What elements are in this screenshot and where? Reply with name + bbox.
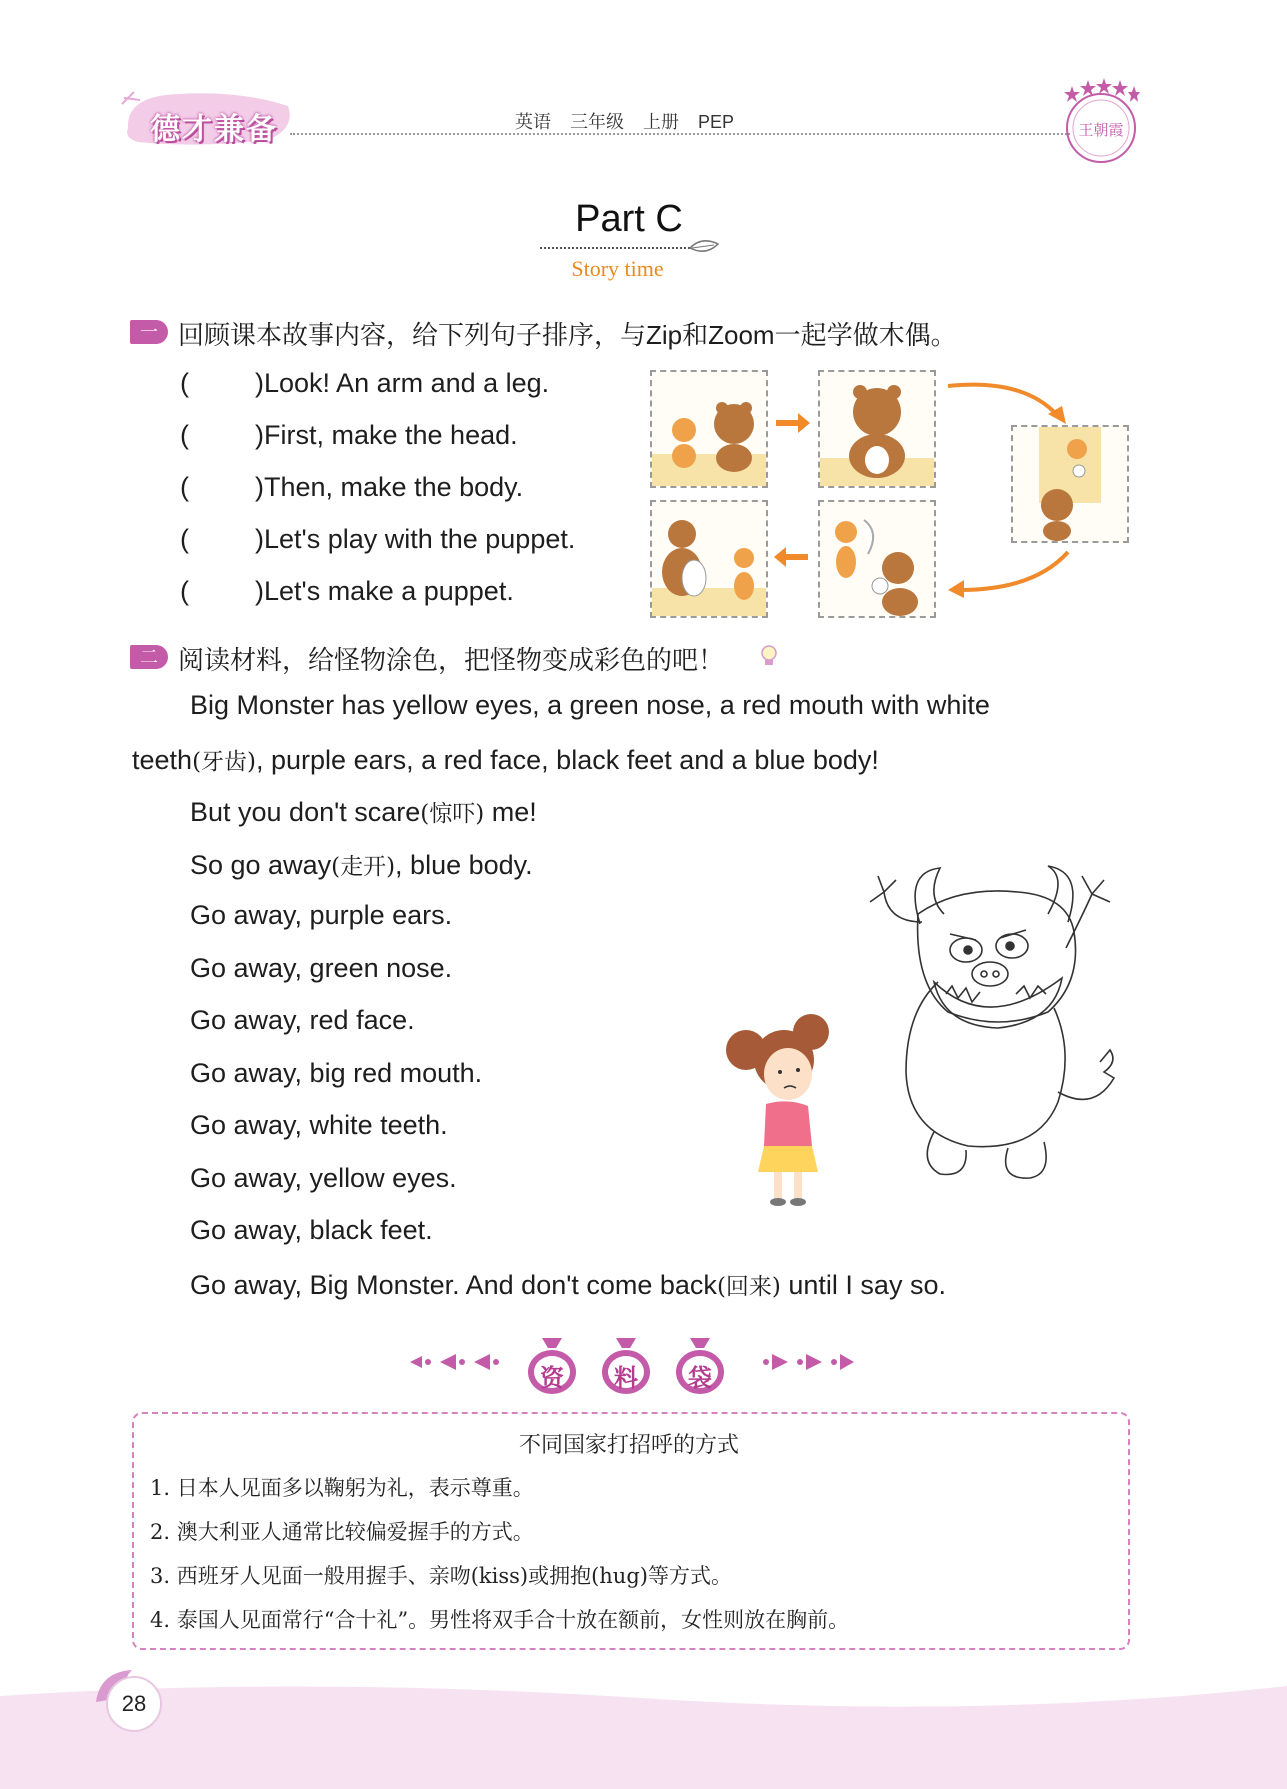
- paragraph-line: Big Monster has yellow eyes, a green nose, a red mouth with white: [190, 690, 990, 720]
- story-picture-4: [650, 500, 768, 618]
- subtitle: Story time: [571, 256, 664, 281]
- text: until I say so.: [780, 1270, 946, 1300]
- sentence: Let's play with the puppet.: [264, 524, 576, 554]
- paragraph-line: [190, 795, 537, 828]
- text: Go away, Big Monster. And don't come back: [190, 1270, 717, 1300]
- bag-label: 料: [614, 1365, 638, 1392]
- fish-decoration-right: [748, 1350, 858, 1374]
- info-item: 4. 泰国人见面常行“合十礼”。男性将双手合十放在额前，女性则放在胸前。: [150, 1608, 850, 1632]
- answer-paren-open: (: [180, 524, 189, 554]
- arrow-right-icon: [772, 410, 812, 436]
- answer-paren-close: ): [255, 368, 264, 398]
- paragraph-line: Go away, white teeth.: [190, 1110, 448, 1140]
- arrow-left-icon: [772, 544, 812, 570]
- chinese-gloss: (走开): [331, 854, 396, 880]
- section-number-1: 一: [130, 320, 168, 344]
- bag-label: 资: [540, 1365, 564, 1392]
- answer-paren-close: ): [255, 524, 264, 554]
- info-title: 不同国家打招呼的方式: [518, 1432, 739, 1457]
- part-title: Part C: [575, 198, 683, 240]
- answer-paren-open: (: [180, 576, 189, 606]
- list-item: [180, 472, 523, 503]
- sentence: Look! An arm and a leg.: [264, 368, 550, 398]
- text: But you don't scare: [190, 797, 421, 827]
- fish-decoration-left: [404, 1350, 514, 1374]
- list-item: [180, 524, 575, 555]
- section-2-title: 阅读材料，给怪物涂色，把怪物变成彩色的吧！: [178, 645, 725, 675]
- text: So go away: [190, 850, 332, 880]
- chinese-gloss: (惊吓): [420, 801, 485, 827]
- info-item: 2. 澳大利亚人通常比较偏爱握手的方式。: [150, 1520, 534, 1544]
- answer-paren-open: (: [180, 420, 189, 450]
- answer-paren-close: ): [255, 472, 264, 502]
- text: teeth: [132, 745, 193, 775]
- answer-paren-close: ): [255, 576, 264, 606]
- sentence: Then, make the body.: [264, 472, 524, 502]
- title-underline: [540, 247, 690, 249]
- paragraph-line: Go away, yellow eyes.: [190, 1163, 457, 1193]
- answer-paren-close: ): [255, 420, 264, 450]
- answer-paren-open: (: [180, 368, 189, 398]
- paragraph-line: [190, 1268, 946, 1301]
- paragraph-line: Go away, green nose.: [190, 953, 453, 983]
- paragraph-line: [132, 743, 879, 776]
- info-item: 3. 西班牙人见面一般用握手、亲吻(kiss)或拥抱(hug)等方式。: [150, 1564, 732, 1588]
- curved-arrow-icon: [944, 548, 1072, 598]
- paragraph-line: Go away, black feet.: [190, 1215, 433, 1245]
- paragraph-line: Go away, big red mouth.: [190, 1058, 483, 1088]
- list-item: [180, 420, 518, 451]
- section-1-title: 回顾课本故事内容，给下列句子排序，与Zip和Zoom一起学做木偶。: [178, 320, 957, 350]
- publisher-seal: [1062, 78, 1140, 170]
- chinese-gloss: (牙齿): [192, 749, 257, 775]
- girl-illustration: [716, 1010, 846, 1210]
- story-picture-1: [650, 370, 768, 488]
- story-picture-5: [818, 500, 936, 618]
- story-picture-3: [1011, 425, 1129, 543]
- story-picture-2: [818, 370, 936, 488]
- seal-text: 王朝霞: [1078, 121, 1124, 139]
- text: me!: [484, 797, 537, 827]
- paragraph-line: [190, 848, 533, 881]
- monster-illustration[interactable]: [848, 862, 1118, 1202]
- brand-logo: 德才兼备: [150, 113, 278, 146]
- bag-label: 袋: [688, 1365, 712, 1392]
- footer-wave: [0, 1676, 1287, 1789]
- book-info: 英语 三年级 上册 PEP: [515, 112, 735, 132]
- sentence: First, make the head.: [264, 420, 518, 450]
- list-item: [180, 368, 549, 399]
- sentence: Let's make a puppet.: [264, 576, 514, 606]
- page-number: 28: [106, 1676, 162, 1732]
- list-item: [180, 576, 514, 607]
- curved-arrow-icon: [944, 378, 1072, 428]
- text: , blue body.: [395, 850, 533, 880]
- paragraph-line: Go away, red face.: [190, 1005, 415, 1035]
- lightbulb-icon: [758, 644, 780, 668]
- info-item: 1. 日本人见面多以鞠躬为礼，表示尊重。: [150, 1476, 534, 1500]
- answer-paren-open: (: [180, 472, 189, 502]
- leaf-icon: [688, 236, 720, 258]
- paragraph-line: Go away, purple ears.: [190, 900, 453, 930]
- text: , purple ears, a red face, black feet and a blue body!: [256, 745, 879, 775]
- chinese-gloss: (回来): [716, 1274, 781, 1300]
- section-number-2: 二: [130, 645, 168, 669]
